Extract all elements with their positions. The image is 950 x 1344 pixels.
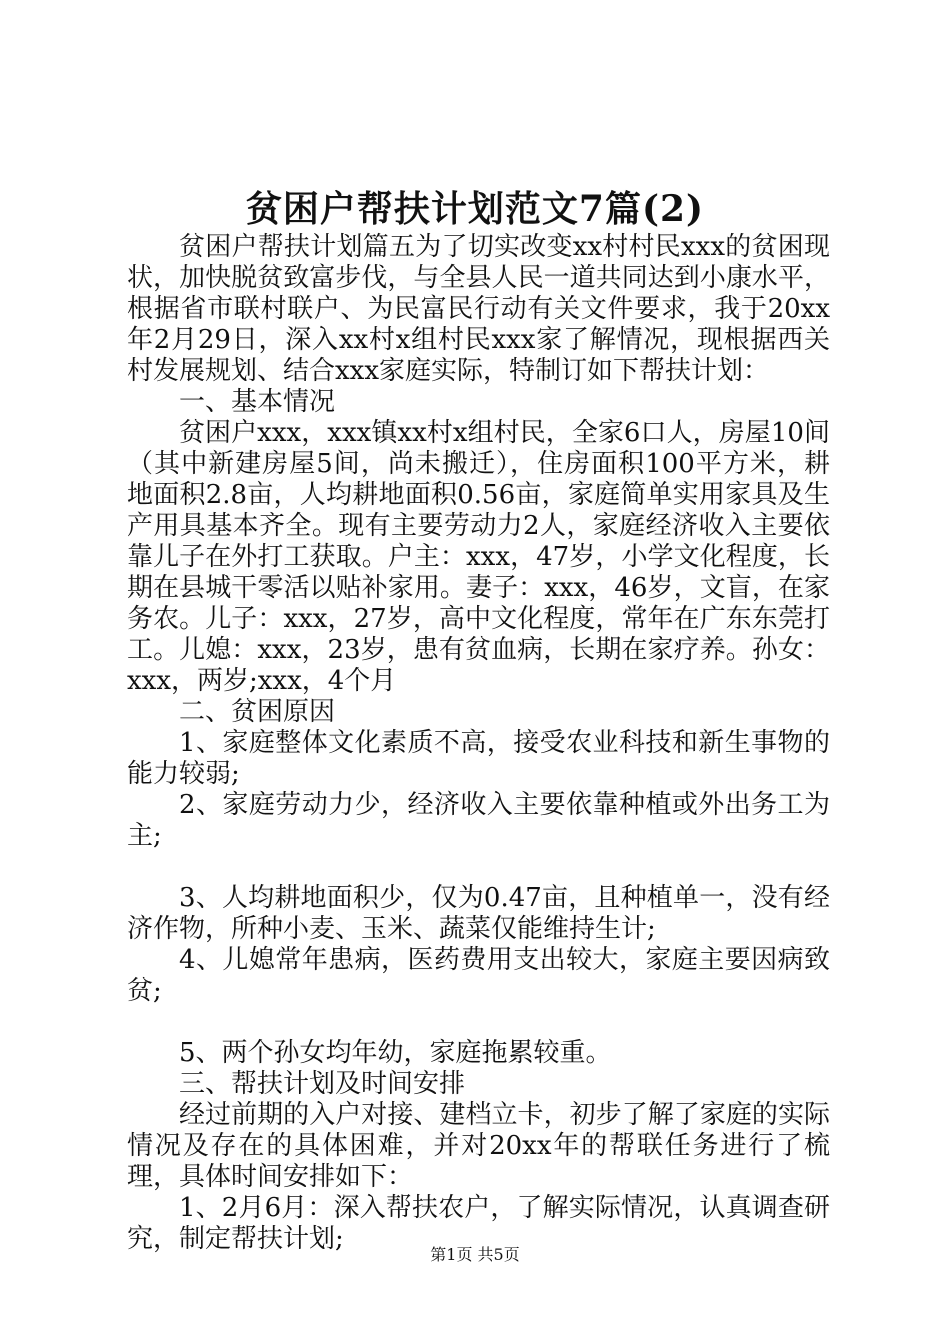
paragraph-intro: 贫困户帮扶计划篇五为了切实改变xx村村民xxx的贫困现状，加快脱贫致富步伐，与全县人民一道共同达到小康水平，根据省市联村联户、为民富民行动有关文件要求，我于20xx年2月29日，深入xx村x组村民xxx家了解情况，现根据西关村发展规划、结合xxx家庭实际，特制订如下帮扶计划： — [127, 232, 830, 386]
list-item-cause-5: 5、两个孙女均年幼，家庭拖累较重。 — [179, 1038, 612, 1068]
document-title: 贫困户帮扶计划范文7篇(2) — [245, 188, 705, 230]
list-item-cause-2: 2、家庭劳动力少，经济收入主要依靠种植或外出务工为主; — [127, 790, 830, 851]
list-item-cause-3: 3、人均耕地面积少，仅为0.47亩，且种植单一，没有经济作物，所种小麦、玉米、蔬菜仅能维持生计; — [127, 883, 830, 944]
page-footer: 第1页 共5页 — [430, 1245, 520, 1264]
paragraph-basic-info: 贫困户xxx，xxx镇xx村x组村民，全家6口人，房屋10间（其中新建房屋5间，尚未搬迁），住房面积100平方米，耕地面积2.8亩，人均耕地面积0.56亩，家庭简单实用家具及生产用具基本齐全。现有主要劳动力2人，家庭经济收入主要依靠儿子在外打工获取。户主：xxx，47岁，小学文化程度，长期在县城干零活以贴补家用。妻子：xxx，46岁，文盲，在家务农。儿子：xxx，27岁，高中文化程度，常年在广东东莞打工。儿媳：xxx，23岁，患有贫血病，长期在家疗养。孙女：xxx，两岁;xxx，4个月 — [127, 418, 830, 696]
list-item-plan-1: 1、2月6月：深入帮扶农户，了解实际情况，认真调查研究，制定帮扶计划; — [127, 1193, 830, 1254]
list-item-cause-4: 4、儿媳常年患病，医药费用支出较大，家庭主要因病致贫; — [127, 945, 830, 1006]
paragraph-plan-intro: 经过前期的入户对接、建档立卡，初步了解了家庭的实际情况及存在的具体困难，并对20xx年的帮联任务进行了梳理，具体时间安排如下： — [127, 1100, 830, 1192]
list-item-cause-1: 1、家庭整体文化素质不高，接受农业科技和新生事物的能力较弱; — [127, 728, 830, 789]
section-heading-basic-info: 一、基本情况 — [179, 387, 336, 417]
section-heading-poverty-causes: 二、贫困原因 — [179, 697, 336, 727]
section-heading-plan: 三、帮扶计划及时间安排 — [179, 1069, 466, 1099]
document-body — [127, 232, 830, 1255]
